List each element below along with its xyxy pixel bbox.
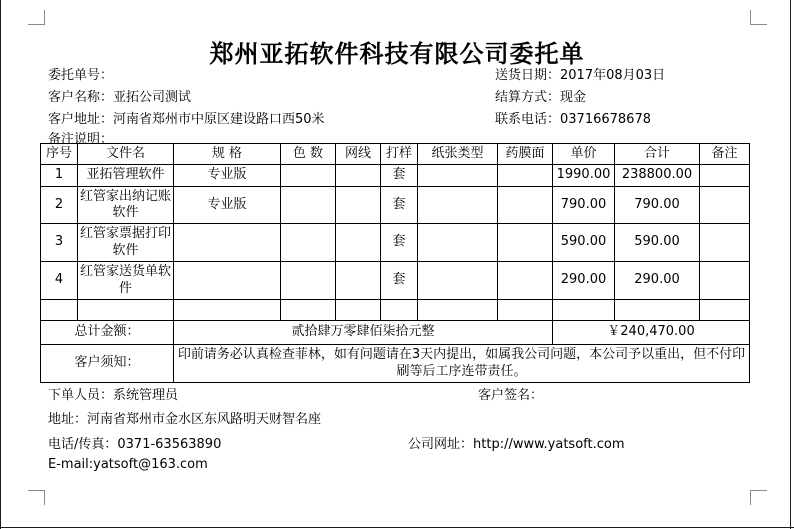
col-header-filename: 文件名: [78, 144, 174, 165]
cell-colors: [281, 300, 336, 321]
cell-unitprice: 590.00: [553, 224, 615, 262]
payment-method-value: 现金: [560, 90, 587, 105]
company-address-label: 地址：: [48, 412, 88, 427]
margin-cropmark-bottom-left: [28, 490, 45, 505]
delivery-date-field: [495, 64, 665, 83]
total-label: 总计金额：: [41, 321, 174, 345]
items-table: [40, 143, 750, 383]
delivery-date-value: 2017年08月03日: [560, 68, 666, 83]
cell-filename: [78, 300, 174, 321]
notice-label: 客户须知：: [41, 345, 174, 383]
customer-name-value: 亚拓公司测试: [113, 90, 192, 105]
cell-spec: [174, 300, 281, 321]
cell-seq: 4: [41, 262, 78, 300]
col-header-seq: 序号: [41, 144, 78, 165]
delivery-date-label: 送货日期：: [495, 68, 561, 83]
table-row-empty: [41, 300, 750, 321]
cell-colors: [281, 187, 336, 224]
cell-filename: 红管家送货单软件: [78, 262, 174, 300]
cell-note: [700, 300, 750, 321]
cell-emulsion: [498, 224, 553, 262]
contact-phone-field: [495, 108, 651, 127]
cell-unitprice: 1990.00: [553, 165, 615, 187]
cell-proof: 套: [381, 224, 418, 262]
table-header-row: [41, 144, 750, 165]
total-in-words: 贰拾肆万零肆佰柒拾元整: [174, 321, 553, 345]
cell-screen: [336, 300, 381, 321]
window-right-edge: [790, 0, 791, 529]
cell-subtotal: 790.00: [615, 187, 700, 224]
notice-text: 印前请务必认真检查菲林，如有问题请在3天内提出，如属我公司问题，本公司予以重出，但不付印刷等后工序连带责任。: [174, 345, 750, 383]
cell-colors: [281, 224, 336, 262]
customer-signature-field: [478, 384, 543, 403]
cell-emulsion: [498, 262, 553, 300]
customer-name-label: 客户名称：: [48, 90, 114, 105]
customer-address-label: 客户地址：: [48, 112, 114, 127]
customer-address-value: 河南省郑州市中原区建设路口西50米: [113, 112, 325, 127]
cell-seq: [41, 300, 78, 321]
col-header-papertype: 纸张类型: [418, 144, 498, 165]
cell-emulsion: [498, 165, 553, 187]
cell-proof: 套: [381, 187, 418, 224]
table-row: [41, 187, 750, 224]
cell-emulsion: [498, 300, 553, 321]
window-bottom-edge: [0, 527, 794, 528]
margin-cropmark-top-left: [28, 10, 45, 25]
cell-papertype: [418, 224, 498, 262]
cell-spec: 专业版: [174, 165, 281, 187]
cell-unitprice: 290.00: [553, 262, 615, 300]
email-field: [48, 457, 208, 472]
cell-filename: 红管家票据打印软件: [78, 224, 174, 262]
tel-fax-value: 0371-63563890: [117, 437, 222, 452]
cell-colors: [281, 165, 336, 187]
cell-seq: 1: [41, 165, 78, 187]
cell-note: [700, 262, 750, 300]
company-address-field: [48, 408, 321, 427]
cell-papertype: [418, 165, 498, 187]
col-header-unitprice: 单价: [553, 144, 615, 165]
cell-spec: [174, 224, 281, 262]
cell-note: [700, 187, 750, 224]
col-header-note: 备注: [700, 144, 750, 165]
cell-screen: [336, 224, 381, 262]
cell-subtotal: 590.00: [615, 224, 700, 262]
company-website-field: [408, 433, 625, 452]
cell-filename: 亚拓管理软件: [78, 165, 174, 187]
cell-papertype: [418, 187, 498, 224]
cell-subtotal: 290.00: [615, 262, 700, 300]
cell-seq: 3: [41, 224, 78, 262]
company-website-label: 公司网址：: [408, 437, 474, 452]
customer-notice-row: [41, 345, 750, 383]
customer-address-field: [48, 108, 325, 127]
col-header-subtotal: 合计: [615, 144, 700, 165]
cell-filename: 红管家出纳记账软件: [78, 187, 174, 224]
contact-phone-label: 联系电话：: [495, 112, 561, 127]
remark-label: 备注说明：: [48, 132, 114, 147]
cell-spec: [174, 262, 281, 300]
cell-screen: [336, 165, 381, 187]
table-row: [41, 262, 750, 300]
payment-method-field: [495, 86, 586, 105]
col-header-colors: 色 数: [281, 144, 336, 165]
cell-subtotal: 238800.00: [615, 165, 700, 187]
col-header-proof: 打样: [381, 144, 418, 165]
cell-papertype: [418, 300, 498, 321]
cell-subtotal: [615, 300, 700, 321]
cell-note: [700, 165, 750, 187]
customer-name-field: [48, 86, 191, 105]
cell-emulsion: [498, 187, 553, 224]
cell-unitprice: [553, 300, 615, 321]
payment-method-label: 结算方式：: [495, 90, 561, 105]
company-website-value: http://www.yatsoft.com: [473, 437, 625, 452]
cell-colors: [281, 262, 336, 300]
col-header-spec: 规 格: [174, 144, 281, 165]
cell-spec: 专业版: [174, 187, 281, 224]
cell-screen: [336, 187, 381, 224]
table-row: [41, 224, 750, 262]
cell-papertype: [418, 262, 498, 300]
page-title: 郑州亚拓软件科技有限公司委托单: [209, 40, 585, 68]
total-row: [41, 321, 750, 345]
tel-fax-field: [48, 433, 221, 452]
cell-unitprice: 790.00: [553, 187, 615, 224]
cell-screen: [336, 262, 381, 300]
operator-label: 下单人员：: [48, 388, 114, 403]
operator-value: 系统管理员: [113, 388, 179, 403]
contact-phone-value: 03716678678: [560, 112, 651, 127]
window-left-edge: [0, 0, 1, 529]
margin-cropmark-bottom-right: [750, 490, 767, 505]
email-value: E-mail:yatsoft@163.com: [48, 457, 208, 472]
col-header-emulsion: 药膜面: [498, 144, 553, 165]
cell-proof: 套: [381, 165, 418, 187]
total-amount: ￥240,470.00: [553, 321, 750, 345]
cell-note: [700, 224, 750, 262]
order-no-field: [48, 64, 113, 83]
margin-cropmark-top-right: [750, 10, 767, 25]
table-row: [41, 165, 750, 187]
cell-proof: 套: [381, 262, 418, 300]
cell-proof: [381, 300, 418, 321]
company-address-value: 河南省郑州市金水区东风路明天财智名座: [87, 412, 322, 427]
col-header-screen: 网线: [336, 144, 381, 165]
customer-signature-label: 客户签名：: [478, 388, 544, 403]
tel-fax-label: 电话/传真：: [48, 437, 118, 452]
cell-seq: 2: [41, 187, 78, 224]
order-no-label: 委托单号：: [48, 68, 114, 83]
operator-field: [48, 384, 178, 403]
